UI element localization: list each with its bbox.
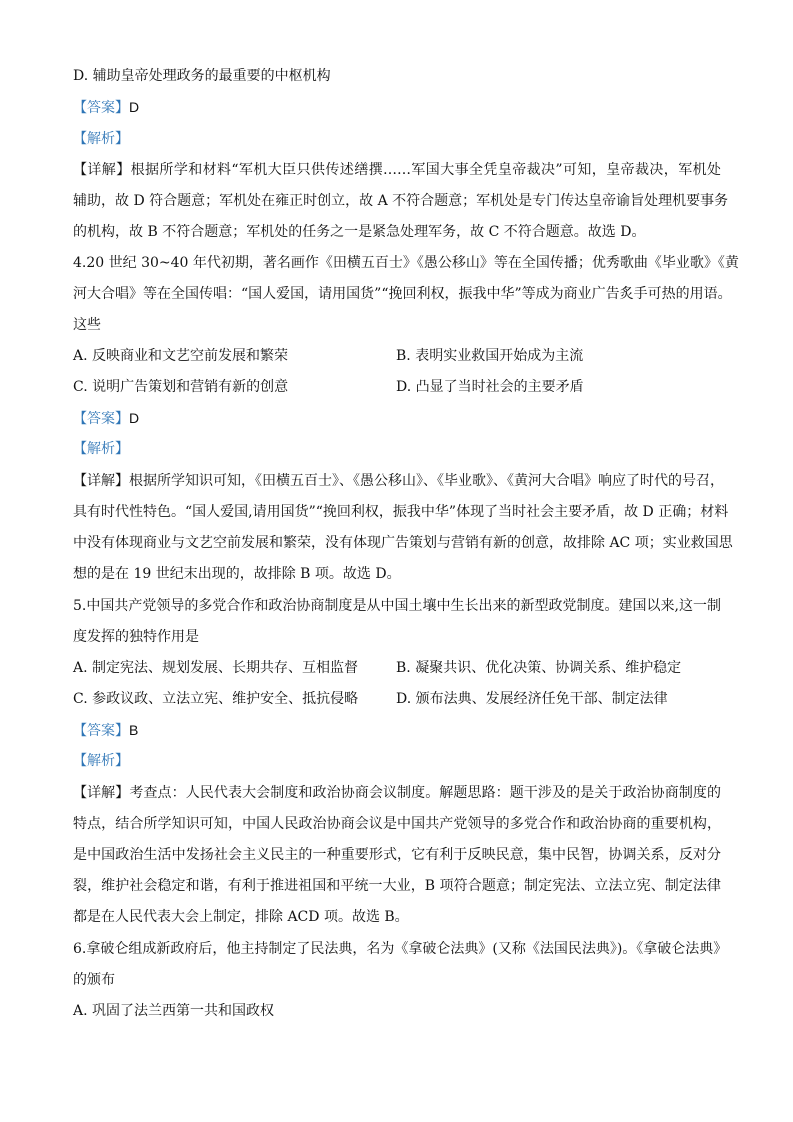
q5-option-d: D. 颁布法典、发展经济任免干部、制定法律 [396, 691, 668, 707]
q4-detail-line: 具有时代性特色。“国人爱国,请用国货”“挽回利权，振我中华”体现了当时社会主要矛盾，故 D 正确；材料 [73, 504, 729, 520]
q5-option-c: C. 参政议政、立法立宪、维护安全、抵抗侵略 [73, 691, 359, 707]
q6-option-a: A. 巩固了法兰西第一共和国政权 [73, 1003, 275, 1019]
q3-detail-line: 【详解】根据所学和材料“军机大臣只供传述缮撰……军国大事全凭皇帝裁决”可知，皇帝裁决，军机处 [73, 162, 721, 178]
answer-tag: 【答案】 [73, 723, 129, 739]
q4-detail-line: 中没有体现商业与文艺空前发展和繁荣，没有体现广告策划与营销有新的创意，故排除 AC 项；实业救国思 [73, 535, 733, 551]
q5-detail-line: 都是在人民代表大会上制定，排除 ACD 项。故选 B。 [73, 909, 409, 925]
q4-option-c: C. 说明广告策划和营销有新的创意 [73, 379, 289, 395]
q5-detail-line: 【详解】考查点：人民代表大会制度和政治协商会议制度。解题思路：题干涉及的是关于政治协商制度的 [73, 785, 721, 801]
q4-answer [73, 408, 139, 429]
q5-detail-line: 特点，结合所学知识可知，中国人民政治协商会议是中国共产党领导的多党合作和政治协商的重要机构， [73, 816, 721, 832]
q6-stem-line: 的颁布 [73, 972, 115, 988]
q5-detail-line: 是中国政治生活中发扬社会主义民主的一种重要形式，它有利于反映民意，集中民智，协调关系，反对分 [73, 847, 721, 863]
q4-detail-line: 想的是在 19 世纪末出现的，故排除 B 项。故选 D。 [73, 566, 401, 582]
q4-option-a: A. 反映商业和文艺空前发展和繁荣 [73, 348, 289, 364]
q5-option-a: A. 制定宪法、规划发展、长期共存、互相监督 [73, 660, 359, 676]
q4-detail-line: 【详解】根据所学知识可知，《田横五百士》、《愚公移山》、《毕业歌》、《黄河大合唱》响应了时代的号召， [73, 473, 724, 489]
q3-answer [73, 97, 139, 118]
q3-option-d: D. 辅助皇帝处理政务的最重要的中枢机构 [73, 68, 331, 84]
q4-stem-line: 4.20 世纪 30~40 年代初期，著名画作《田横五百士》《愚公移山》等在全国传播；优秀歌曲《毕业歌》《黄 [73, 255, 739, 271]
q5-option-b: B. 凝聚共识、优化决策、协调关系、维护稳定 [396, 660, 682, 676]
q6-stem-line: 6.拿破仑组成新政府后，他主持制定了民法典，名为《拿破仑法典》(又称《法国民法典》)。《拿破仑法典》 [73, 941, 728, 957]
answer-tag: 【答案】 [73, 411, 129, 427]
q5-stem-line: 度发挥的独特作用是 [73, 629, 199, 645]
answer-value: D [129, 99, 140, 115]
q5-analysis-tag: 【解析】 [73, 753, 129, 769]
q4-stem-line: 河大合唱》等在全国传唱：“国人爱国，请用国货”“挽回利权，振我中华”等成为商业广告炙手可热的用语。 [73, 286, 732, 302]
q3-detail-line: 辅助，故 D 符合题意；军机处在雍正时创立，故 A 不符合题意；军机处是专门传达皇帝谕旨处理机要事务 [73, 193, 729, 209]
q4-analysis-tag: 【解析】 [73, 441, 129, 457]
q4-option-b: B. 表明实业救国开始成为主流 [396, 348, 584, 364]
answer-value: B [129, 722, 139, 738]
q5-stem-line: 5.中国共产党领导的多党合作和政治协商制度是从中国土壤中生长出来的新型政党制度。建国以来,这一制 [73, 598, 721, 614]
q5-answer [73, 720, 138, 741]
answer-tag: 【答案】 [73, 100, 129, 116]
q3-analysis-tag: 【解析】 [73, 131, 129, 147]
q4-stem-line: 这些 [73, 317, 101, 333]
q4-option-d: D. 凸显了当时社会的主要矛盾 [396, 379, 584, 395]
answer-value: D [129, 410, 140, 426]
q5-detail-line: 裂，维护社会稳定和谐，有利于推进祖国和平统一大业，B 项符合题意；制定宪法、立法立宪、制定法律 [73, 878, 721, 894]
q3-detail-line: 的机构，故 B 不符合题意；军机处的任务之一是紧急处理军务，故 C 不符合题意。故选 D。 [73, 224, 646, 240]
